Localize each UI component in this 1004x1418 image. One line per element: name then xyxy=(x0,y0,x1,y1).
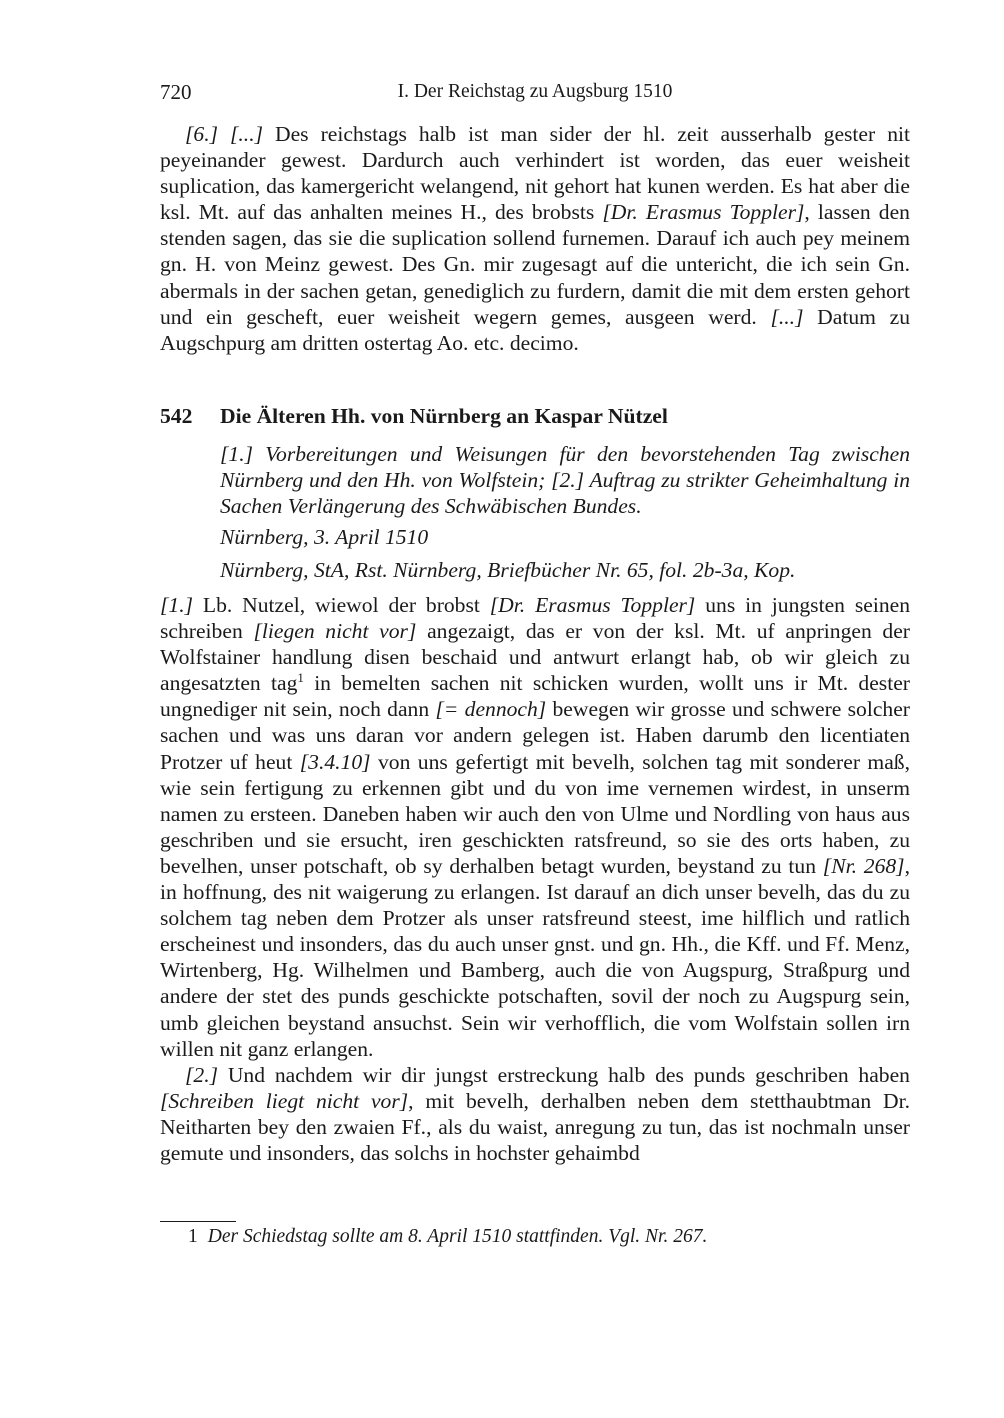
editorial-note: [Schreiben liegt nicht vor] xyxy=(160,1088,409,1113)
editorial-note: [liegen nicht vor] xyxy=(253,619,417,644)
text-span: Lb. Nutzel, wiewol der brobst xyxy=(202,593,480,617)
main-text xyxy=(160,592,910,1166)
text-span: uns in jungsten seinen schreiben xyxy=(160,593,911,644)
text-span: in bemelten sachen nit schicken wurden, wollt uns ir Mt. dester ungnediger nit sein, noch dann xyxy=(160,671,910,722)
text-span: Und nachdem wir dir jungst erstreckung halb des punds geschriben haben xyxy=(227,1062,910,1087)
text-span: von uns gefertigt mit bevelh, solchen tag mit sonderer maß, wie sein fertigung zu erkennen gibt und du von ime vernemen wirdest, in unserm namen zu ersteen. Daneben haben wir auch den von Ulme und Nordling von haus aus geschriben und sie ersucht, iren geschickten ratsfreund, so sie des orts haben, zu bevelhen, unser potschaft, ob sy derhalben betagt wurden, beystand zu tun xyxy=(160,749,910,878)
footnote-text: Der Schiedstag sollte am 8. April 1510 stattfinden. Vgl. Nr. 267. xyxy=(207,1226,708,1247)
document-title: Die Älteren Hh. von Nürnberg an Kaspar Nützel xyxy=(220,404,668,428)
section-tag: [1.] xyxy=(160,593,194,617)
editorial-note: [Dr. Erasmus Toppler] xyxy=(489,593,696,617)
text-span: Datum zu Augschpurg am dritten ostertag Ao. etc. decimo. xyxy=(160,304,910,355)
running-title: I. Der Reichstag zu Augsburg 1510 xyxy=(397,81,673,102)
text-span: Des reichstags halb ist man sider der hl. zeit ausserhalb gester nit peyeinander gewest. Dardurch auch verhindert ist worden, das euer weisheit suplication, das kamergericht welangend, nit gehort hat kunen werden. Es hat aber die ksl. Mt. auf das anhalten meines H., des brobsts xyxy=(160,122,910,225)
document-date: Nürnberg, 3. April 1510 xyxy=(220,525,429,549)
text-span: , in hoffnung, des nit waigerung zu erlangen. Ist darauf an dich unser bevelh, das du zu solchem tag neben dem Protzer als unser ratsfreund steest, ime hilflich und ratlich erscheinest und insonders, das du auch unser gnst. und gn. Hh., die Kff. und Ff. Menz, Wirtenberg, Hg. Wilhelmen und Bamberg, auch die von Augspurg, Straßpurg und andere der stet des punds geschickte potschaften, sovil der noch zu Augspurg sein, umb gleichen beystand ansuchst. Sein wir verhofflich, die vom Wolfstain sollen irn willen nit ganz erlangen. xyxy=(160,853,910,1061)
editorial-note: [...] xyxy=(770,304,804,329)
text-span: bewegen wir grosse und schwere solcher sachen und was uns daran vor andern gelegen ist. Haben darumb den licentiaten Protzer uf heut xyxy=(160,697,910,774)
running-head xyxy=(160,80,910,110)
section-tag: [2.] xyxy=(185,1062,219,1087)
text-span: , mit bevelh, derhalben neben dem stetthaubtman Dr. Neitharten bey den zwaien Ff., als du waist, anregung zu tun, das ist nochmaln unser gemute und insonders, das solchs in hochster gehaimbd xyxy=(160,1088,910,1165)
page-number: 720 xyxy=(160,80,192,104)
previous-document-text xyxy=(160,121,910,356)
document-regest: [1.] Vorbereitungen und Weisungen für den bevorstehenden Tag zwischen Nürnberg und den Hh. von Wolfstein; [2.] Auftrag zu strikter Geheimhaltung in Sachen Verlängerung des Schwäbischen Bundes. xyxy=(220,442,910,519)
text-span: , lassen den stenden sagen, das sie die suplication sollend furnemen. Darauf ich auch pey meinem gn. H. von Meinz gewest. Des Gn. mir zugesagt auf die untericht, die ich sein Gn. abermals in der sachen getan, genediglich zu furdern, damit die mit dem ersten gehort und ein gescheft, euer weisheit wegern gemes, ausgeen werd. xyxy=(160,200,910,329)
editorial-note: [= dennoch] xyxy=(435,697,547,722)
section-tag: [6.] [...] xyxy=(185,122,263,146)
document-number: 542 xyxy=(160,404,193,428)
footnote-number: 1 xyxy=(188,1226,198,1247)
main-paragraph-1 xyxy=(160,592,910,1062)
editorial-note: [3.4.10] xyxy=(299,749,371,774)
editorial-note: [Nr. 268] xyxy=(822,853,905,878)
footnote-ref[interactable]: 1 xyxy=(297,670,304,686)
editorial-note: [Dr. Erasmus Toppler] xyxy=(602,200,805,225)
text-span: angezaigt, das er von der ksl. Mt. uf anpringen der Wolfstainer handlung disen beschaid und antwurt erlangt hab, ob wir gleich zu angesatzten tag xyxy=(160,619,911,696)
main-paragraph-2 xyxy=(160,1062,910,1166)
footnote xyxy=(188,1226,707,1248)
document-source: Nürnberg, StA, Rst. Nürnberg, Briefbücher Nr. 65, fol. 2b-3a, Kop. xyxy=(220,558,796,582)
previous-paragraph xyxy=(160,121,910,356)
footnote-rule xyxy=(160,1221,236,1222)
